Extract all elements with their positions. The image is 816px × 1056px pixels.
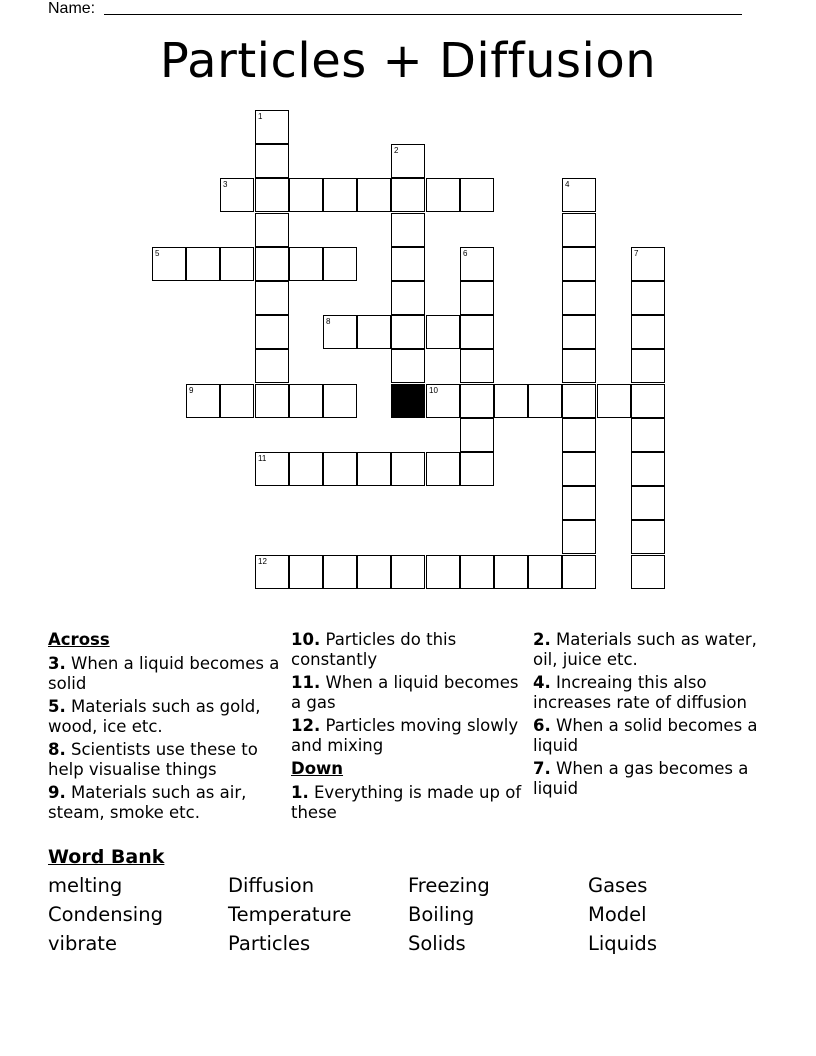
crossword-cell[interactable] <box>289 247 323 281</box>
cell-number: 8 <box>326 317 331 326</box>
crossword-cell[interactable] <box>631 520 665 554</box>
clue-number: 2. <box>533 630 551 649</box>
clues-column-3 <box>533 630 783 802</box>
crossword-cell[interactable] <box>631 349 665 383</box>
word-bank-item: Model <box>588 903 647 926</box>
crossword-cell[interactable] <box>426 178 460 212</box>
crossword-cell[interactable] <box>391 213 425 247</box>
clue-number: 6. <box>533 716 551 735</box>
clue-number: 3. <box>48 654 66 673</box>
crossword-cell[interactable] <box>255 110 289 144</box>
crossword-cell[interactable] <box>426 555 460 589</box>
crossword-cell[interactable] <box>255 452 289 486</box>
crossword-cell[interactable] <box>631 247 665 281</box>
clue-down-2 <box>533 630 783 670</box>
crossword-cell[interactable] <box>460 315 494 349</box>
crossword-cell[interactable] <box>460 349 494 383</box>
crossword-cell[interactable] <box>255 315 289 349</box>
crossword-cell[interactable] <box>631 384 665 418</box>
word-bank-item: Diffusion <box>228 874 315 897</box>
clue-number: 12. <box>291 716 321 735</box>
clue-number: 7. <box>533 759 551 778</box>
crossword-cell[interactable] <box>323 315 357 349</box>
crossword-cell[interactable] <box>323 178 357 212</box>
cell-number: 4 <box>565 180 570 189</box>
cell-number: 3 <box>223 180 228 189</box>
clue-across-9 <box>48 783 288 823</box>
crossword-cell[interactable] <box>220 384 254 418</box>
crossword-cell[interactable] <box>631 281 665 315</box>
word-bank-item: Temperature <box>228 903 352 926</box>
clue-down-6 <box>533 716 783 756</box>
crossword-cell[interactable] <box>391 144 425 178</box>
crossword-cell[interactable] <box>255 384 289 418</box>
crossword-cell[interactable] <box>460 418 494 452</box>
crossword-cell[interactable] <box>152 247 186 281</box>
clue-text: When a gas becomes a liquid <box>533 759 749 798</box>
crossword-cell[interactable] <box>562 384 596 418</box>
word-bank-item: Particles <box>228 932 311 955</box>
crossword-cell[interactable] <box>357 452 391 486</box>
crossword-cell[interactable] <box>562 213 596 247</box>
cell-number: 5 <box>155 249 160 258</box>
clue-across-5 <box>48 697 288 737</box>
crossword-cell[interactable] <box>631 555 665 589</box>
crossword-cell[interactable] <box>597 384 631 418</box>
crossword-cell[interactable] <box>460 247 494 281</box>
crossword-cell[interactable] <box>255 247 289 281</box>
clue-number: 9. <box>48 783 66 802</box>
crossword-cell[interactable] <box>323 452 357 486</box>
cell-number: 6 <box>463 249 468 258</box>
crossword-cell[interactable] <box>220 178 254 212</box>
crossword-cell[interactable] <box>631 418 665 452</box>
crossword-cell[interactable] <box>528 555 562 589</box>
crossword-cell[interactable] <box>220 247 254 281</box>
crossword-cell[interactable] <box>562 486 596 520</box>
word-bank-item: Freezing <box>408 874 490 897</box>
cell-number: 9 <box>189 386 194 395</box>
crossword-cell[interactable] <box>323 384 357 418</box>
crossword-cell[interactable] <box>357 178 391 212</box>
crossword-cell[interactable] <box>186 247 220 281</box>
crossword-cell[interactable] <box>323 247 357 281</box>
word-bank-item: Boiling <box>408 903 475 926</box>
clue-number: 5. <box>48 697 66 716</box>
crossword-cell[interactable] <box>289 452 323 486</box>
clue-text: Materials such as air, steam, smoke etc. <box>48 783 247 822</box>
crossword-cell[interactable] <box>562 178 596 212</box>
crossword-cell[interactable] <box>255 213 289 247</box>
cell-number: 1 <box>258 112 263 121</box>
crossword-cell[interactable] <box>391 281 425 315</box>
word-bank <box>48 874 768 955</box>
black-cell <box>391 384 425 418</box>
word-bank-item: vibrate <box>48 932 117 955</box>
clue-number: 4. <box>533 673 551 692</box>
crossword-cell[interactable] <box>391 555 425 589</box>
word-bank-item: melting <box>48 874 123 897</box>
clue-text: Particles do this constantly <box>291 630 457 669</box>
clue-across-11 <box>291 673 531 713</box>
clue-across-3 <box>48 654 288 694</box>
crossword-cell[interactable] <box>391 247 425 281</box>
crossword-cell[interactable] <box>289 555 323 589</box>
clue-across-10 <box>291 630 531 670</box>
name-label: Name: <box>48 0 96 17</box>
crossword-cell[interactable] <box>357 315 391 349</box>
crossword-cell[interactable] <box>562 418 596 452</box>
clue-text: When a liquid becomes a gas <box>291 673 519 712</box>
crossword-cell[interactable] <box>460 281 494 315</box>
crossword-cell[interactable] <box>289 384 323 418</box>
crossword-cell[interactable] <box>426 452 460 486</box>
crossword-cell[interactable] <box>391 178 425 212</box>
crossword-cell[interactable] <box>426 384 460 418</box>
across-heading: Across <box>48 630 110 649</box>
crossword-cell[interactable] <box>255 349 289 383</box>
page-title: Particles + Diffusion <box>159 33 657 89</box>
crossword-cell[interactable] <box>391 349 425 383</box>
clue-across-12 <box>291 716 531 756</box>
clue-text: When a solid becomes a liquid <box>533 716 758 755</box>
crossword-cell[interactable] <box>562 349 596 383</box>
clue-text: Scientists use these to help visualise things <box>48 740 258 779</box>
word-bank-item: Gases <box>588 874 648 897</box>
clue-number: 8. <box>48 740 66 759</box>
down-heading: Down <box>291 759 344 778</box>
crossword-cell[interactable] <box>528 384 562 418</box>
crossword-cell[interactable] <box>460 555 494 589</box>
clue-number: 10. <box>291 630 321 649</box>
crossword-cell[interactable] <box>255 178 289 212</box>
clue-across-8 <box>48 740 288 780</box>
crossword-cell[interactable] <box>255 555 289 589</box>
clue-text: Materials such as gold, wood, ice etc. <box>48 697 261 736</box>
clue-text: When a liquid becomes a solid <box>48 654 280 693</box>
crossword-cell[interactable] <box>562 281 596 315</box>
clue-number: 11. <box>291 673 321 692</box>
clues-column-1 <box>48 630 288 826</box>
crossword-cell[interactable] <box>255 281 289 315</box>
crossword-cell[interactable] <box>562 315 596 349</box>
crossword-cell[interactable] <box>562 452 596 486</box>
crossword-cell[interactable] <box>460 452 494 486</box>
clue-down-7 <box>533 759 783 799</box>
crossword-cell[interactable] <box>426 315 460 349</box>
crossword-cell[interactable] <box>631 486 665 520</box>
clues-column-2 <box>291 630 531 826</box>
cell-number: 7 <box>634 249 639 258</box>
crossword-cell[interactable] <box>562 247 596 281</box>
crossword-cell[interactable] <box>562 555 596 589</box>
cell-number: 12 <box>258 557 267 566</box>
word-bank-item: Condensing <box>48 903 163 926</box>
clue-text: Particles moving slowly and mixing <box>291 716 519 755</box>
crossword-cell[interactable] <box>357 555 391 589</box>
cell-number: 10 <box>429 386 438 395</box>
clue-down-4 <box>533 673 783 713</box>
cell-number: 2 <box>394 146 399 155</box>
crossword-cell[interactable] <box>289 178 323 212</box>
crossword-cell[interactable] <box>186 384 220 418</box>
crossword-cell[interactable] <box>631 452 665 486</box>
clue-number: 1. <box>291 783 309 802</box>
clue-text: Everything is made up of these <box>291 783 522 822</box>
crossword-cell[interactable] <box>460 384 494 418</box>
clue-down-1 <box>291 783 531 823</box>
crossword-cell[interactable] <box>323 555 357 589</box>
crossword-cell[interactable] <box>255 144 289 178</box>
crossword-cell[interactable] <box>460 178 494 212</box>
crossword-cell[interactable] <box>391 452 425 486</box>
word-bank-item: Liquids <box>588 932 657 955</box>
crossword-cell[interactable] <box>494 555 528 589</box>
crossword-cell[interactable] <box>562 520 596 554</box>
cell-number: 11 <box>258 454 267 463</box>
crossword-cell[interactable] <box>391 315 425 349</box>
clue-text: Materials such as water, oil, juice etc. <box>533 630 757 669</box>
crossword-cell[interactable] <box>631 315 665 349</box>
word-bank-title: Word Bank <box>48 846 165 868</box>
word-bank-item: Solids <box>408 932 466 955</box>
crossword-cell[interactable] <box>494 384 528 418</box>
clue-text: Increaing this also increases rate of diffusion <box>533 673 747 712</box>
